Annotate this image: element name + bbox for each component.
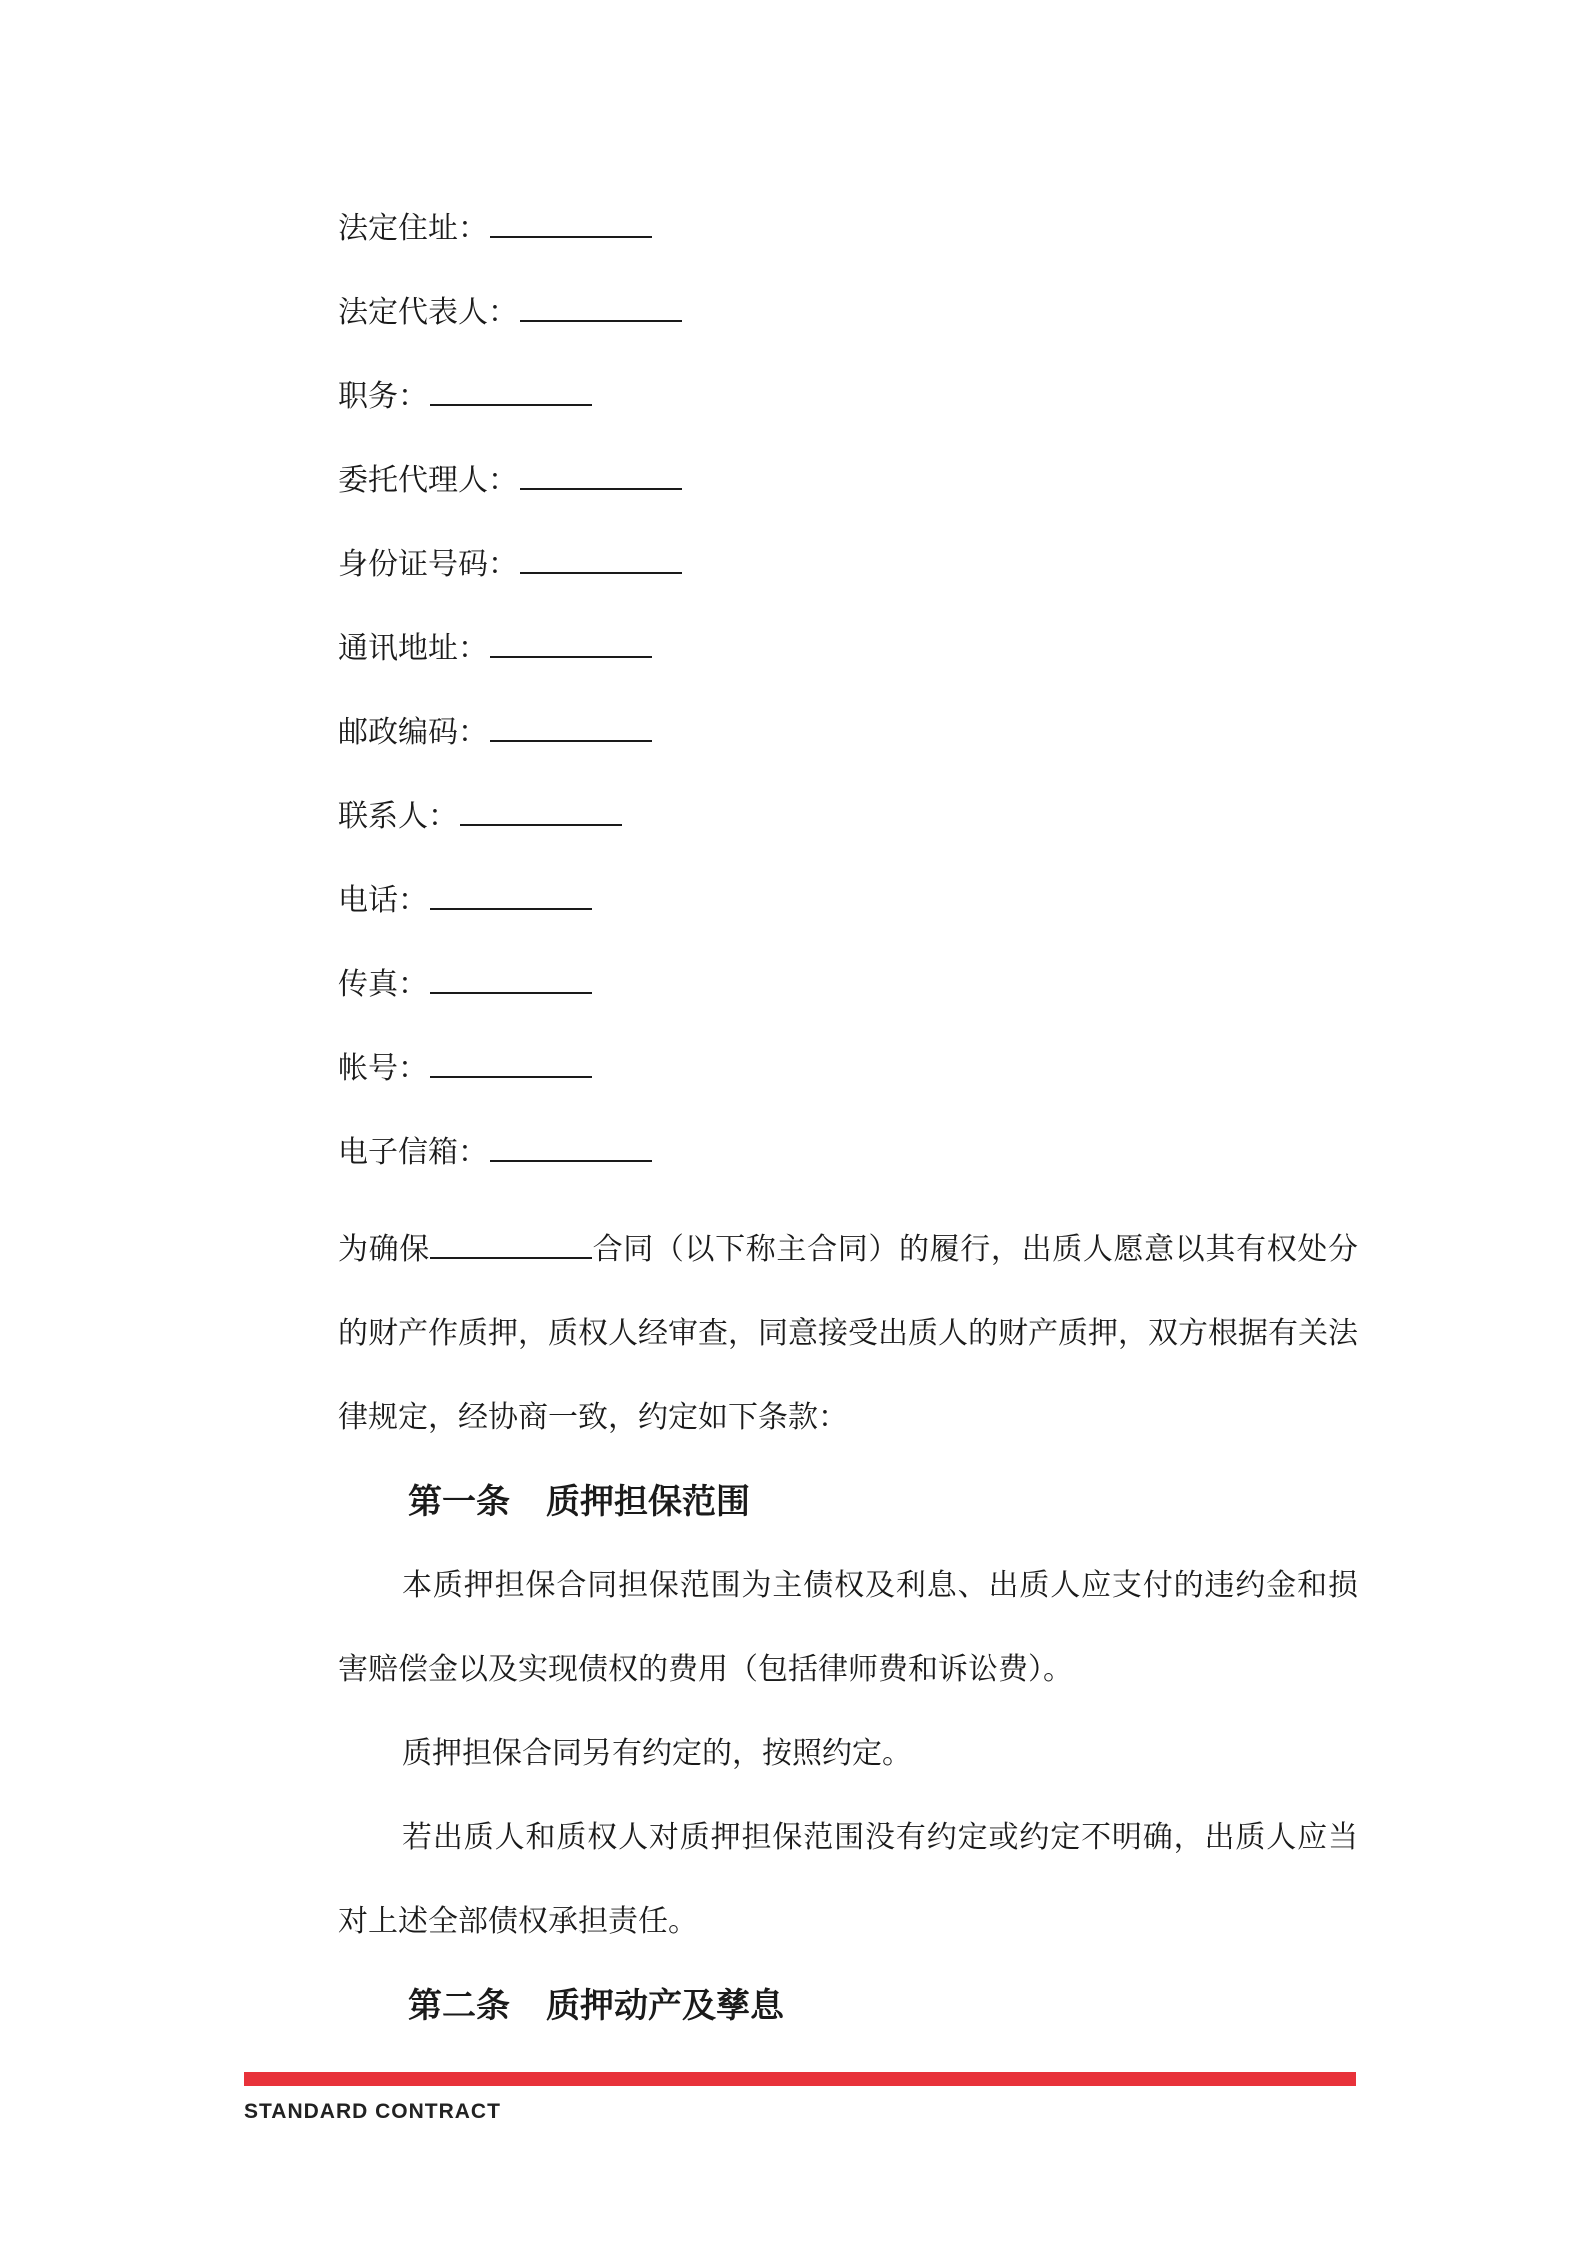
field-postal-code — [338, 704, 1358, 788]
field-legal-address — [338, 200, 1358, 284]
field-phone — [338, 872, 1358, 956]
article-1-paragraph: 质押担保合同另有约定的，按照约定。 — [402, 1736, 912, 1771]
field-label: 职务： — [338, 379, 428, 414]
field-label: 电话： — [338, 883, 428, 918]
blank-line — [430, 884, 592, 910]
field-label: 联系人： — [338, 799, 458, 834]
field-email — [338, 1124, 1358, 1208]
field-authorized-agent — [338, 452, 1358, 536]
blank-line — [430, 380, 592, 406]
field-label: 传真： — [338, 967, 428, 1002]
field-fax — [338, 956, 1358, 1040]
blank-line — [430, 968, 592, 994]
article-title: 质押动产及孳息 — [546, 1986, 784, 2026]
field-contact-person — [338, 788, 1358, 872]
article-2-heading — [338, 1964, 1358, 2048]
blank-line — [460, 800, 622, 826]
blank-line — [430, 1052, 592, 1078]
footer-label: STANDARD CONTRACT — [244, 2100, 501, 2123]
blank-line — [520, 296, 682, 322]
field-id-number — [338, 536, 1358, 620]
field-account-number — [338, 1040, 1358, 1124]
field-label: 邮政编码： — [338, 715, 488, 750]
footer-accent-bar — [244, 2072, 1356, 2086]
field-label: 电子信箱： — [338, 1135, 488, 1170]
field-label: 通讯地址： — [338, 631, 488, 666]
blank-line — [430, 1233, 592, 1259]
blank-line — [490, 212, 652, 238]
article-number: 第二条 — [408, 1986, 510, 2026]
field-legal-representative — [338, 284, 1358, 368]
article-1-paragraph: 若出质人和质权人对质押担保范围没有约定或约定不明确，出质人应当对上述全部债权承担责任。 — [338, 1820, 1358, 1939]
article-number: 第一条 — [408, 1482, 510, 1522]
blank-line — [520, 464, 682, 490]
field-label: 帐号： — [338, 1051, 428, 1086]
field-position — [338, 368, 1358, 452]
blank-line — [490, 716, 652, 742]
field-label: 法定代表人： — [338, 295, 518, 330]
field-label: 身份证号码： — [338, 547, 518, 582]
intro-prefix: 为确保 — [338, 1232, 430, 1267]
article-1-paragraph: 本质押担保合同担保范围为主债权及利息、出质人应支付的违约金和损害赔偿金以及实现债权的费用（包括律师费和诉讼费）。 — [338, 1568, 1358, 1687]
contract-body — [338, 200, 1358, 2048]
field-label: 法定住址： — [338, 211, 488, 246]
field-mailing-address — [338, 620, 1358, 704]
article-1-heading — [338, 1460, 1358, 1544]
field-label: 委托代理人： — [338, 463, 518, 498]
intro-paragraph — [338, 1208, 1358, 1460]
blank-line — [490, 632, 652, 658]
intro-suffix: 合同（以下称主合同）的履行，出质人愿意以其有权处分的财产作质押，质权人经审查，同意接受出质人的财产质押，双方根据有关法律规定，经协商一致，约定如下条款： — [338, 1232, 1359, 1435]
blank-line — [490, 1136, 652, 1162]
blank-line — [520, 548, 682, 574]
article-title: 质押担保范围 — [546, 1482, 750, 1522]
